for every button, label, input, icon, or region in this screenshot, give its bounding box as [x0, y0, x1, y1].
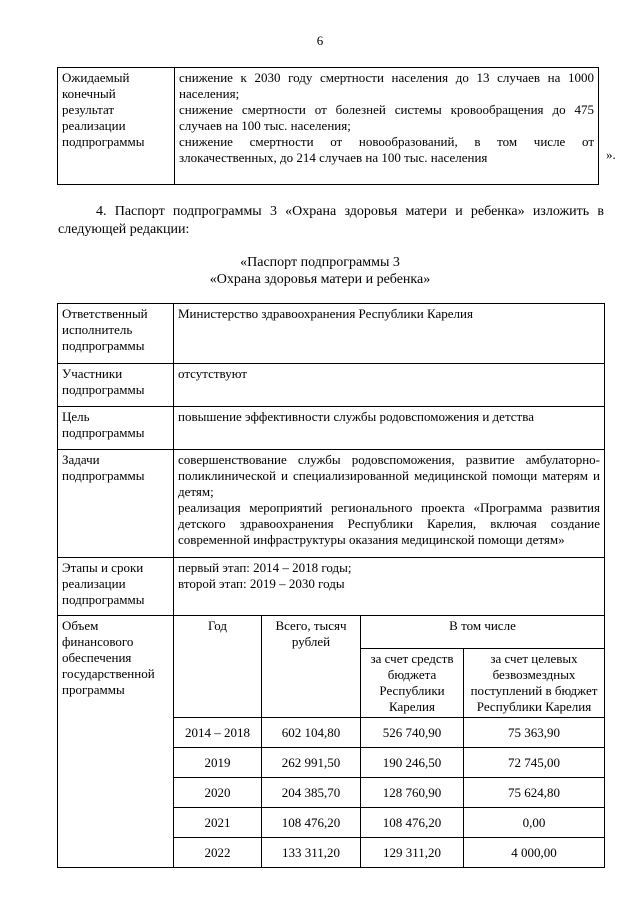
finance-year: 2020 — [174, 778, 262, 808]
page-number: 6 — [316, 33, 324, 48]
finance-grants: 0,00 — [464, 808, 605, 838]
finance-year: 2021 — [174, 808, 262, 838]
task-line-1: совершенствование службы родовспоможения, развитие амбулаторно-поликлинической и специализированной медицинской помощи матерям и детям; — [178, 452, 600, 499]
result-line-1: снижение к 2030 году смертности населения до 13 случаев на 1000 населения; — [179, 70, 594, 101]
heading-line-2: «Охрана здоровья матери и ребенка» — [209, 272, 431, 287]
goal-label: Цель подпрограммы — [58, 407, 174, 450]
passport-table — [57, 303, 605, 868]
responsible-label: Ответственный исполнитель подпрограммы — [58, 304, 174, 364]
finance-total: 262 991,50 — [262, 748, 361, 778]
stages-value — [174, 558, 605, 616]
finance-budget: 108 476,20 — [361, 808, 464, 838]
result-line-3: снижение смертности от новообразований, в том числе от злокачественных, до 214 случаев на 100 тыс. населения — [179, 134, 594, 165]
tasks-value — [174, 450, 605, 558]
participants-value: отсутствуют — [174, 364, 605, 407]
result-line-2: снижение смертности от болезней системы кровообращения до 475 случаев на 100 тыс. населения; — [179, 102, 594, 133]
finance-grants: 75 624,80 — [464, 778, 605, 808]
stage-line-1: первый этап: 2014 – 2018 годы; — [178, 560, 352, 575]
stages-label: Этапы и сроки реализации подпрограммы — [58, 558, 174, 616]
finance-total: 108 476,20 — [262, 808, 361, 838]
task-line-2: реализация мероприятий регионального проекта «Программа развития детского здравоохранения Республики Карелия, включая создание современной инфраструктуры оказания медицинской помощи детям» — [178, 500, 600, 547]
finance-total: 204 385,70 — [262, 778, 361, 808]
expected-results-text — [175, 68, 599, 185]
heading-line-1: «Паспорт подпрограммы 3 — [240, 255, 400, 270]
finance-total: 602 104,80 — [262, 718, 361, 748]
finance-grants: 72 745,00 — [464, 748, 605, 778]
tasks-label: Задачи подпрограммы — [58, 450, 174, 558]
finance-grants: 4 000,00 — [464, 838, 605, 868]
finance-col-including: В том числе — [361, 616, 605, 649]
finance-budget: 129 311,20 — [361, 838, 464, 868]
expected-results-label: Ожидаемый конечный результат реализации подпрограммы — [58, 68, 175, 185]
finance-col-grants: за счет целевых безвозмездных поступлений в бюджет Республики Карелия — [464, 649, 605, 718]
finance-label: Объем финансового обеспечения государственной программы — [58, 616, 174, 868]
finance-col-total: Всего, тысяч рублей — [262, 616, 361, 718]
responsible-value: Министерство здравоохранения Республики Карелия — [174, 304, 605, 364]
finance-year: 2022 — [174, 838, 262, 868]
finance-year: 2014 – 2018 — [174, 718, 262, 748]
finance-year: 2019 — [174, 748, 262, 778]
finance-budget: 526 740,90 — [361, 718, 464, 748]
finance-budget: 128 760,90 — [361, 778, 464, 808]
stage-line-2: второй этап: 2019 – 2030 годы — [178, 576, 345, 591]
finance-budget: 190 246,50 — [361, 748, 464, 778]
finance-grants: 75 363,90 — [464, 718, 605, 748]
finance-total: 133 311,20 — [262, 838, 361, 868]
passport-heading — [0, 254, 640, 288]
amendment-paragraph: 4. Паспорт подпрограммы 3 «Охрана здоровья матери и ребенка» изложить в следующей редакции: — [58, 204, 604, 237]
expected-results-table — [57, 67, 599, 185]
closing-quote: ». — [606, 147, 616, 162]
participants-label: Участники подпрограммы — [58, 364, 174, 407]
finance-col-budget: за счет средств бюджета Республики Карелия — [361, 649, 464, 718]
finance-col-year: Год — [174, 616, 262, 718]
goal-value: повышение эффективности службы родовспоможения и детства — [174, 407, 605, 450]
